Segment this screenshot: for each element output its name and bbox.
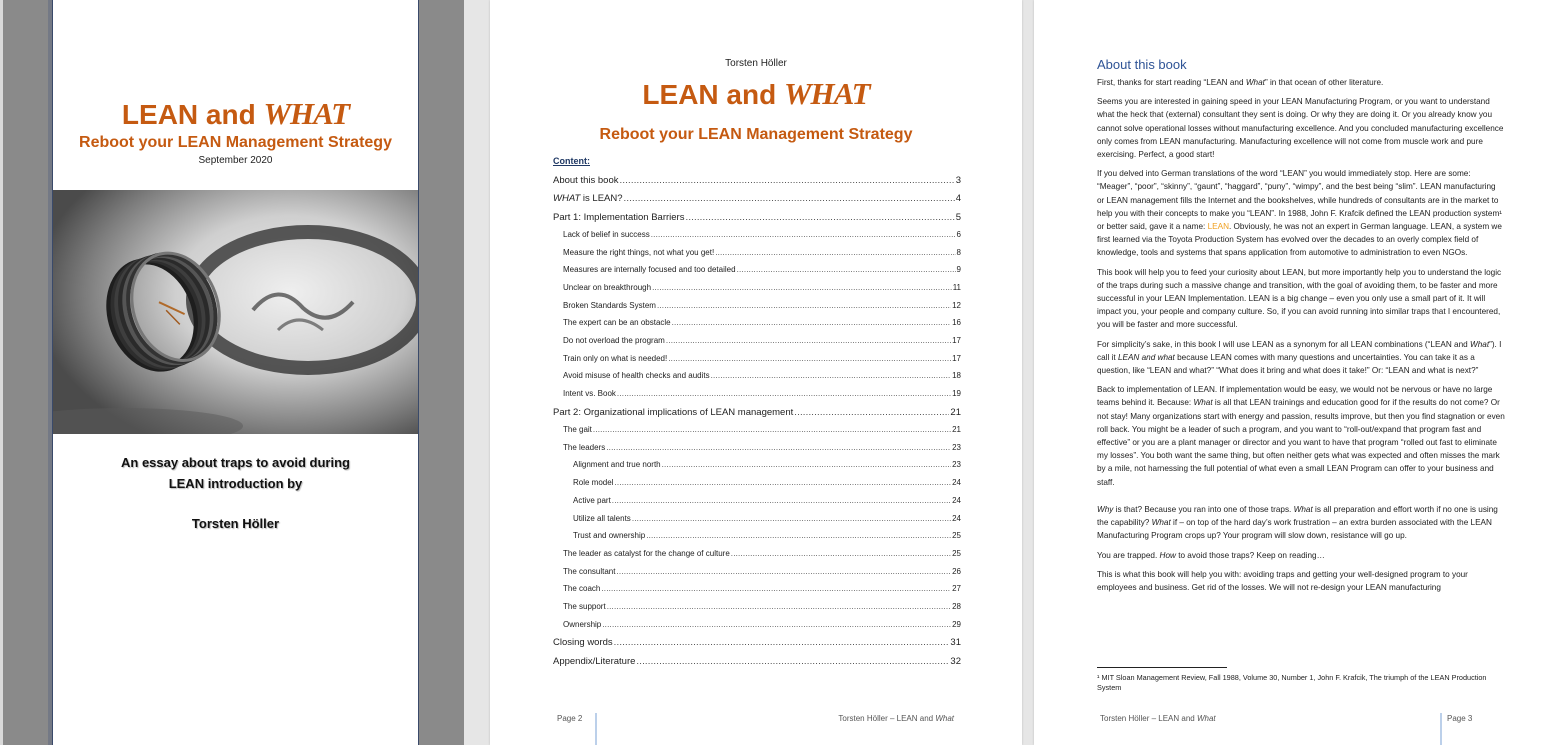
toc-entry[interactable] [553, 248, 961, 266]
cover-title: LEAN and WHAT [121, 96, 350, 131]
toc-entry-page: 18 [952, 371, 961, 381]
toc-entry-page: 32 [950, 655, 961, 667]
toc-entry-label: WHAT is LEAN? [553, 193, 623, 205]
toc-entry-page: 6 [956, 229, 961, 239]
toc-entry[interactable] [553, 496, 961, 514]
toc-entry-label: Appendix/Literature [553, 655, 636, 667]
cover-author: Torsten Höller [191, 516, 280, 531]
cover-title-what: WHAT [263, 96, 350, 131]
toc-entry-label: Trust and ownership [573, 531, 646, 541]
toc-entry-page: 16 [952, 318, 961, 328]
toc-entry-page: 12 [952, 300, 961, 310]
toc-entry[interactable] [553, 602, 961, 620]
toc-entry-label: Alignment and true north [573, 460, 661, 470]
toc-entry-label: Utilize all talents [573, 513, 631, 523]
toc-entry-label: About this book [553, 175, 619, 186]
toc-entry-label: Broken Standards System [563, 300, 656, 310]
toc-entry-label: The support [563, 601, 606, 611]
toc-entry[interactable] [553, 460, 961, 478]
toc-entry-page: 21 [950, 406, 961, 418]
paragraph: This is what this book will help you with: avoiding traps and getting your well-designed program to your employees and business. Get rid of the losses. We will not re-design your LEAN manufacturing [1097, 569, 1468, 592]
toc-entry-page: 8 [956, 247, 961, 257]
toc-entry-label: Part 1: Implementation Barriers [553, 211, 685, 223]
toc-entry[interactable] [553, 637, 961, 655]
toc-entry[interactable] [553, 514, 961, 532]
toc-entry[interactable] [553, 620, 961, 638]
cover-page [0, 0, 464, 745]
toc-entry-page: 24 [952, 513, 961, 523]
toc-entry-label: The leaders [563, 442, 606, 452]
toc-entry-label: Lack of belief in success [563, 229, 650, 239]
toc-entry-page: 24 [952, 495, 961, 505]
paragraph: For simplicity’s sake, in this book I will use LEAN as a synonym for all LEAN combinations (“LEAN and What”). I call it LEAN and what because LEAN comes with many questions and uncertainties. You can take it as a question, like “LEAN and what?” “What does it bring and what does it take!” Or: “LEAN and what is next?” [1097, 339, 1502, 376]
toc-entry-label: The leader as catalyst for the change of culture [563, 548, 730, 558]
toc-entry-label: The consultant [563, 566, 616, 576]
cover-essay-text: An essay about traps to avoid during LEAN introduction by [121, 455, 350, 491]
toc-entry[interactable] [553, 193, 961, 211]
footnote-separator [1097, 667, 1227, 668]
body-text [1097, 76, 1505, 600]
toc-entry[interactable] [553, 584, 961, 602]
toc-entry-page: 11 [952, 282, 961, 292]
toc-entry-page: 17 [952, 353, 961, 363]
toc-entry-label: Ownership [563, 619, 602, 629]
toc-entry-page: 26 [952, 566, 961, 576]
toc-entry-label: Measure the right things, not what you get! [563, 247, 715, 257]
paragraph: First, thanks for start reading “LEAN and What” in that ocean of other literature. [1097, 78, 1384, 87]
toc-entry-label: The coach [563, 584, 601, 594]
toc-entry-page: 3 [955, 175, 961, 186]
cover-subtitle: Reboot your LEAN Management Strategy [79, 134, 392, 151]
toc-entry-label: Part 2: Organizational implications of LEAN management [553, 406, 794, 418]
footer-page-number: Page 3 [1447, 714, 1473, 723]
toc-entry-page: 21 [952, 425, 961, 435]
table-of-contents [553, 175, 961, 674]
toc-entry[interactable] [553, 389, 961, 407]
toc-entry-page: 29 [952, 619, 961, 629]
toc-entry-page: 25 [952, 531, 961, 541]
toc-entry-page: 5 [955, 211, 961, 223]
toc-entry-page: 19 [952, 389, 961, 399]
paragraph: You are trapped. How to avoid those traps? Keep on reading… [1097, 550, 1325, 560]
paragraph: If you delved into German translations of the word “LEAN” you would immediately stop. Here are some: “Meager”, “poor”, “skinny”, “gaunt”, “haggard”, “puny”, “wimpy”, and the best being “slim”. LEAN manufacturing or LEAN management fills the Internet and the bookshelves, while hundreds of consultants are in the market to help you with their concepts to make you “LEAN”. In 1988, John F. Krafcik defined the LEAN production system¹ or better said, gave it a name: LEAN. Obviously, he was not an expert in German language. LEAN, a system we first learned via the Toyota Production System has evolved over the decades to an overly complex field of knowledge, tools and systems that spans application from automotive to administration to even NGOs. [1097, 169, 1503, 258]
toc-entry-page: 28 [952, 601, 961, 611]
paragraph: Back to implementation of LEAN. If implementation would be easy, we would not be nervous or have no large teams behind it. Because: What is all that LEAN trainings and education good for if the results do not come? Or not stay! Many organizations start with energy and passion, results improve, but then you find stagnation or even roll back. You might be a leader of such a program, and you want to “roll-out/expand that program fast and effective” or you are a plant manager or director and you want to have that program “rolled out fast to eliminate my losses”. You both want the same thing, but often neither gets what was expected and often misses the mark by a mile, not harnessing the full potential of what even a small LEAN Program can offer to your business and staff. [1097, 385, 1505, 487]
toc-entry-label: The expert can be an obstacle [563, 318, 671, 328]
toc-entry-label: Measures are internally focused and too detailed [563, 265, 736, 275]
toc-entry-label: Train only on what is needed! [563, 353, 668, 363]
toc-entry[interactable] [553, 230, 961, 248]
toc-entry-label: Role model [573, 478, 614, 488]
toc-entry[interactable] [553, 336, 961, 354]
footer-running-title: Torsten Höller – LEAN and What [1100, 714, 1216, 723]
footnote: ¹ MIT Sloan Management Review, Fall 1988, Volume 30, Number 1, John F. Krafcik, The triumph of the LEAN Production System [1097, 673, 1487, 693]
toc-entry-label: Closing words [553, 637, 613, 649]
paragraph: This book will help you to feed your curiosity about LEAN, but more importantly help you to understand the logic of the traps during such a massive change and transition, with the goal of avoiding them, to be faster and more successful in your LEAN Implementation. LEAN is a big change – even you only use a small part of it. It will impact you, your people and company culture. So, if you can avoid running into similar traps that I encountered, you will be faster and more successful. [1097, 267, 1502, 330]
toc-entry-label: Intent vs. Book [563, 389, 616, 399]
toc-entry[interactable] [553, 301, 961, 319]
toc-entry-page: 23 [952, 460, 961, 470]
cover-photo-coiled-wire [53, 190, 418, 434]
toc-entry-label: Do not overload the program [563, 336, 665, 346]
toc-entry[interactable] [553, 175, 961, 193]
toc-entry[interactable] [553, 443, 961, 461]
toc-entry-page: 17 [952, 336, 961, 346]
toc-entry-label: Avoid misuse of health checks and audits [563, 371, 710, 381]
toc-entry[interactable] [553, 567, 961, 585]
toc-entry[interactable] [553, 549, 961, 567]
toc-entry[interactable] [553, 425, 961, 443]
toc-entry[interactable] [553, 371, 961, 389]
paragraph: Why is that? Because you ran into one of those traps. What is all preparation and effort worth if no one is using the capability? What if – on top of the hard day’s work frustration – an extra burden associated with the LEAN Manufacturing Program crops up? Your program will slow down, resistance will go up. [1097, 504, 1498, 541]
paragraph: Seems you are interested in gaining speed in your LEAN Manufacturing Program, or you want to understand what the heck that (external) consultant they sent is doing. Or why they are doing it. Or you already know you cannot solve operational losses without manufacturing excellence. And you concluded manufacturing excellence only comes from LEAN manufacturing. Manufacturing excellence will not come from muscle work and pure exercising. Perfect, a good start! [1097, 97, 1504, 160]
toc-page [490, 0, 1022, 745]
cover-page-content [52, 0, 419, 745]
toc-entry[interactable] [553, 656, 961, 674]
toc-entry-page: 31 [950, 637, 961, 649]
toc-entry-page: 4 [955, 193, 961, 205]
toc-entry[interactable] [553, 265, 961, 283]
toc-entry-label: The gait [563, 425, 592, 435]
toc-entry-page: 27 [952, 584, 961, 594]
footer-page-number: Page 2 [557, 714, 583, 723]
toc-page-author: Torsten Höller [725, 58, 787, 69]
toc-entry[interactable] [553, 318, 961, 336]
toc-page-subtitle: Reboot your LEAN Management Strategy [599, 126, 913, 143]
text-page [1034, 0, 1566, 745]
toc-entry[interactable] [553, 531, 961, 549]
toc-page-title: LEAN and WHAT [642, 76, 870, 111]
toc-entry-page: 23 [952, 442, 961, 452]
footer-running-title: Torsten Höller – LEAN and What [838, 714, 954, 723]
toc-entry[interactable] [553, 354, 961, 372]
toc-entry-label: Unclear on breakthrough [563, 282, 652, 292]
toc-entry[interactable] [553, 407, 961, 425]
toc-entry[interactable] [553, 212, 961, 230]
toc-entry[interactable] [553, 283, 961, 301]
section-heading: About this book [1097, 57, 1187, 72]
toc-heading: Content: [553, 156, 590, 166]
toc-entry-page: 9 [956, 265, 961, 275]
toc-entry-label: Active part [573, 495, 611, 505]
coiled-wire-image [53, 190, 418, 434]
cover-date: September 2020 [198, 155, 273, 166]
toc-entry[interactable] [553, 478, 961, 496]
toc-entry-page: 24 [952, 478, 961, 488]
toc-entry-page: 25 [952, 548, 961, 558]
